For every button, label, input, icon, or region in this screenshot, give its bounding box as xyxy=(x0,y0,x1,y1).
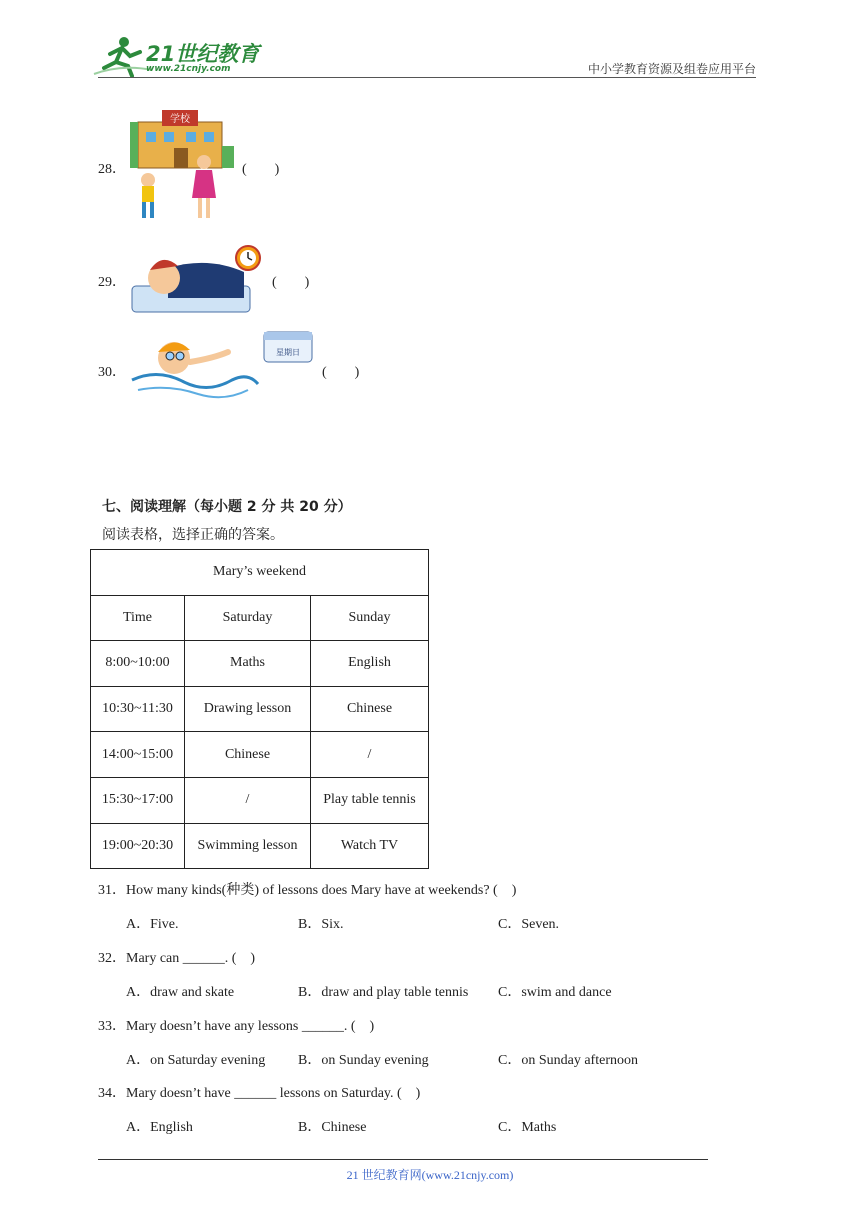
table-cell: / xyxy=(311,732,429,778)
table-row xyxy=(91,641,429,687)
table-row xyxy=(91,777,429,823)
school-sign: 学校 xyxy=(170,114,190,125)
option-c[interactable]: C．Seven. xyxy=(498,917,560,932)
option-c[interactable]: C．Maths xyxy=(498,1120,557,1135)
table-cell: Chinese xyxy=(185,732,311,778)
logo-text: 21世纪教育 xyxy=(146,42,260,66)
option-b[interactable]: B．Six. xyxy=(298,917,344,932)
option-c[interactable]: C．on Sunday afternoon xyxy=(498,1053,638,1068)
option-a[interactable]: A．on Saturday evening xyxy=(126,1053,266,1068)
table-header-row xyxy=(91,595,429,641)
table-cell: 15:30~17:00 xyxy=(91,777,185,823)
footer-link[interactable]: 21 世纪教育网(www.21cnjy.com) xyxy=(346,1168,514,1182)
question-text: 32．Mary can ______. ( ) xyxy=(98,951,256,966)
section-title: 七、阅读理解（每小题 2 分 共 20 分） xyxy=(102,499,352,515)
table-cell: 19:00~20:30 xyxy=(91,823,185,869)
question-text: 31．How many kinds(种类) of lessons does Mary have at weekends? ( ) xyxy=(98,883,517,898)
table-header: Time xyxy=(91,595,185,641)
calendar-label: 星期日 xyxy=(276,348,300,357)
table-row xyxy=(91,823,429,869)
table-cell: / xyxy=(185,777,311,823)
table-cell: English xyxy=(311,641,429,687)
table-header: Saturday xyxy=(185,595,311,641)
option-b[interactable]: B．on Sunday evening xyxy=(298,1053,429,1068)
boy-swimming-calendar-picture xyxy=(128,328,318,408)
table-cell: Play table tennis xyxy=(311,777,429,823)
header-divider xyxy=(98,77,756,78)
question-number: 30． xyxy=(98,365,126,380)
option-a[interactable]: A．Five. xyxy=(126,917,179,932)
table-cell: 8:00~10:00 xyxy=(91,641,185,687)
table-cell: Drawing lesson xyxy=(185,686,311,732)
answer-blank[interactable]: ( ) xyxy=(242,162,280,177)
boy-sleeping-alarm-clock-picture xyxy=(128,242,268,316)
question-number: 29． xyxy=(98,275,126,290)
answer-blank[interactable]: ( ) xyxy=(272,275,310,290)
table-row xyxy=(91,732,429,778)
footer-divider xyxy=(98,1159,708,1160)
table-header: Sunday xyxy=(311,595,429,641)
question-text: 33．Mary doesn’t have any lessons ______. ( ) xyxy=(98,1019,375,1034)
schedule-table xyxy=(90,549,429,869)
question-number: 28． xyxy=(98,162,126,177)
option-b[interactable]: B．Chinese xyxy=(298,1120,367,1135)
section-instruction: 阅读表格，选择正确的答案。 xyxy=(102,527,284,543)
option-c[interactable]: C．swim and dance xyxy=(498,985,612,1000)
table-row xyxy=(91,686,429,732)
table-cell: 10:30~11:30 xyxy=(91,686,185,732)
table-cell: Chinese xyxy=(311,686,429,732)
option-b[interactable]: B．draw and play table tennis xyxy=(298,985,469,1000)
option-a[interactable]: A．English xyxy=(126,1120,193,1135)
question-text: 34．Mary doesn’t have ______ lessons on Saturday. ( ) xyxy=(98,1086,421,1101)
platform-label: 中小学教育资源及组卷应用平台 xyxy=(587,62,756,76)
school-boy-girl-picture xyxy=(128,106,238,226)
table-caption-row xyxy=(91,550,429,596)
table-cell: Maths xyxy=(185,641,311,687)
option-a[interactable]: A．draw and skate xyxy=(126,985,235,1000)
answer-blank[interactable]: ( ) xyxy=(322,365,360,380)
table-cell: Watch TV xyxy=(311,823,429,869)
table-caption: Mary’s weekend xyxy=(91,550,429,596)
logo-url: www.21cnjy.com xyxy=(146,64,231,74)
table-cell: 14:00~15:00 xyxy=(91,732,185,778)
table-cell: Swimming lesson xyxy=(185,823,311,869)
